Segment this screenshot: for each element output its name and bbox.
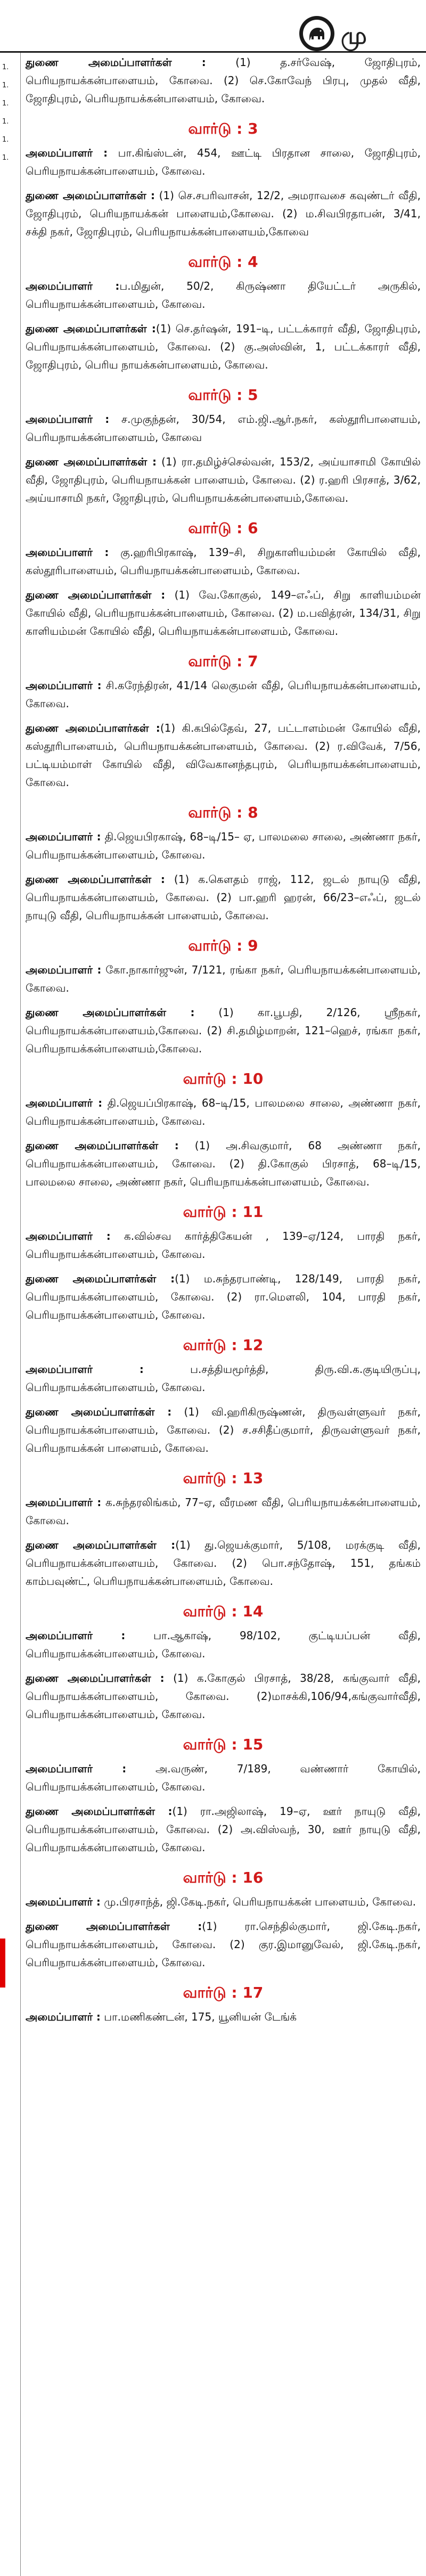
article-column	[26, 53, 421, 2032]
masthead-title: மு	[341, 22, 367, 50]
ward-entry	[26, 144, 421, 180]
entry-role: துணை அமைப்பாளர்கள் :	[26, 1006, 195, 1019]
entry-role: அமைப்பாளர் :	[26, 830, 101, 843]
entry-role: துணை அமைப்பாளர்கள் :	[26, 1920, 202, 1933]
ward-heading: வார்டு : 7	[188, 652, 258, 670]
entry-text: (1) செ.சபரிவாசன், 12/2, அமராவசை கவுண்டர் வீதி, ஜோதிபுரம், பெரியநாயக்கன் பாளையம்,கோவை. (2) ம.சிவபிரதாபன், 3/41, சக்தி நகர், ஜோதிபுரம், பெரியநாயக்கன்பாளையம்,கோவை	[26, 189, 421, 238]
entry-role: துணை அமைப்பாளர்கள் :	[26, 455, 157, 468]
entry-text: ச.முகுந்தன், 30/54, எம்.ஜி.ஆர்.நகர், கஸ்தூரிபாளையம், பெரியநாயக்கன்பாளையம், கோவை	[26, 413, 421, 444]
entry-role: துணை அமைப்பாளர்கள் :	[26, 1405, 172, 1418]
entry-text: (1) ரா.தமிழ்ச்செல்வன், 153/2, அய்யாசாமி கோயில் வீதி, ஜோதிபுரம், பெரியநாயக்கன் பாளையம், கோவை. (2) ர.ஹரி பிரசாத், 3/62, அய்யாசாமி நகர், ஜோதிபுரம், பெரியநாயக்கன்பாளையம்,கோவை.	[26, 455, 421, 504]
ward-entry	[26, 1136, 421, 1191]
ward-entry	[26, 828, 421, 864]
ward-heading: வார்டு : 9	[188, 937, 258, 954]
ward-section	[26, 1984, 421, 2026]
ward-section	[26, 1736, 421, 1857]
entry-role: துணை அமைப்பாளர்கள் :	[26, 873, 165, 886]
ward-entry	[26, 1802, 421, 1857]
margin-mark: 1.	[2, 154, 9, 162]
entry-role: அமைப்பாளர் :	[26, 963, 102, 976]
ward-section	[26, 1204, 421, 1324]
header-rule	[0, 51, 426, 53]
entry-text: (1) து.ஜெயக்குமார், 5/108, மரக்குடி வீதி, பெரியநாயக்கன்பாளையம், கோவை. (2) பொ.சந்தோஷ், 151, தங்கம் காம்பவுண்ட், பெரியநாயக்கன்பாளையம், கோவை.	[26, 1539, 421, 1588]
entry-role: அமைப்பாளர் :	[26, 280, 120, 292]
ward-entry	[26, 320, 421, 374]
entry-role: அமைப்பாளர் :	[26, 1762, 127, 1775]
ward-section	[26, 1337, 421, 1457]
ward-heading: வார்டு : 4	[188, 253, 258, 271]
ward-section	[26, 937, 421, 1058]
ward-section	[26, 653, 421, 791]
ward-entry	[26, 1893, 421, 1911]
ward-entry	[26, 186, 421, 241]
entry-text: ப.சத்தியமூர்த்தி, திரு.வி.க.குடியிருப்பு, பெரியநாயக்கன்பாளையம், கோவை.	[26, 1363, 421, 1394]
entry-text: (1) அ.சிவகுமார், 68 அண்ணா நகர், பெரியநாயக்கன்பாளையம், கோவை. (2) தி.கோகுல் பிரசாத், 68–டி/15, பாலமலை சாலை, அண்ணா நகர், பெரியநாயக்கன்பாளையம், கோவை.	[26, 1139, 421, 1188]
entry-role: அமைப்பாளர் :	[26, 1097, 103, 1109]
ward-heading: வார்டு : 14	[183, 1602, 264, 1620]
entry-role: துணை அமைப்பாளர்கள் :	[26, 722, 160, 734]
ward-heading: வார்டு : 16	[183, 1869, 264, 1886]
entry-role: அமைப்பாளர் :	[26, 546, 109, 559]
entry-text: (1) ரா.அஜிலாஷ், 19–ஏ, ஊர் நாயுடு வீதி, பெரியநாயக்கன்பாளையம், கோவை. (2) அ.விஸ்வந், 30, ஊர் நாயுடு வீதி, பெரியநாயக்கன்பாளையம், கோவை.	[26, 1805, 421, 1854]
entry-text: கோ.நாகார்ஜுன், 7/121, ரங்கா நகர், பெரியநாயக்கன்பாளையம், கோவை.	[26, 963, 421, 994]
ward-entry	[26, 410, 421, 446]
entry-text: பா.மணிகண்டன், 175, யூனியன் டேங்க்	[100, 2010, 297, 2023]
entry-text: பா.கிங்ஸ்டன், 454, ஊட்டி பிரதான சாலை, ஜோதிபுரம், பெரியநாயக்கன்பாளையம், கோவை.	[26, 146, 421, 177]
ward-heading: வார்டு : 11	[183, 1203, 264, 1221]
ward-entry	[26, 1493, 421, 1530]
ward-section	[26, 1869, 421, 1972]
entry-text: கு.ஹரிபிரகாஷ், 139–சி, சிறுகாளியம்மன் கோயில் வீதி, கஸ்தூரிபாளையம், பெரியநாயக்கன்பாளையம், கோவை.	[26, 546, 421, 577]
entry-role: அமைப்பாளர் :	[26, 413, 110, 426]
ward-entry	[26, 1403, 421, 1457]
entry-text: தி.ஜெயபிரகாஷ், 68–டி/15– ஏ, பாலமலை சாலை, அண்ணா நகர், பெரியநாயக்கன்பாளையம், கோவை.	[26, 830, 421, 861]
entry-role: அமைப்பாளர் :	[26, 1496, 102, 1509]
entry-role: அமைப்பாளர் :	[26, 1629, 126, 1642]
entry-role: துணை அமைப்பாளர்கள் :	[26, 1805, 173, 1818]
ward-section	[26, 1470, 421, 1590]
entry-role: துணை அமைப்பாளர்கள் :	[26, 1539, 176, 1551]
entry-role: அமைப்பாளர் :	[26, 2010, 101, 2023]
entry-text: (1) வே.கோகுல், 149–எஃப், சிறு காளியம்மன் கோயில் வீதி, பெரியநாயக்கன்பாளையம், கோவை. (2) ம.பவித்ரன், 134/31, சிறு காளியம்மன் கோயில் வீதி, பெரியநாயக்கன்பாளையம், கோவை.	[26, 588, 421, 637]
ward-entry	[26, 453, 421, 507]
ward-entry	[26, 1003, 421, 1058]
ward-section	[26, 253, 421, 374]
ward-section	[26, 520, 421, 640]
entry-role: அமைப்பாளர் :	[26, 679, 102, 692]
margin-mark: 1.	[2, 136, 9, 144]
ward-entry	[26, 1227, 421, 1263]
ward-entry	[26, 586, 421, 640]
entry-role: துணை அமைப்பாளர்கள் :	[26, 1672, 165, 1684]
ward-entry	[26, 1917, 421, 1972]
ward-heading: வார்டு : 10	[183, 1070, 264, 1087]
entry-text: சி.கரேந்திரன், 41/14 லெகுமன் வீதி, பெரியநாயக்கன்பாளையம், கோவை.	[26, 679, 421, 710]
red-margin-tab	[0, 1939, 5, 1988]
entry-role: அமைப்பாளர் :	[26, 1363, 144, 1376]
ward-entry	[26, 870, 421, 925]
ward-entry	[26, 676, 421, 713]
entry-role: அமைப்பாளர் :	[26, 146, 108, 159]
ward-section	[26, 1070, 421, 1191]
ward-entry	[26, 719, 421, 791]
ward-entry	[26, 277, 421, 313]
ward-heading: வார்டு : 3	[188, 120, 258, 137]
entry-text: (1) செ.தர்ஷன், 191–டி, பட்டக்காரர் வீதி, ஜோதிபுரம், பெரியநாயக்கன்பாளையம், கோவை. (2) கு.அஸ்வின், 1, பட்டக்காரர் வீதி, ஜோதிபுரம், பெரிய நாயக்கன்பாளையம், கோவை.	[26, 322, 421, 371]
margin-mark: 1.	[2, 118, 9, 126]
ward-heading: வார்டு : 15	[183, 1736, 264, 1753]
ward-entry	[26, 1270, 421, 1324]
entry-role: அமைப்பாளர் :	[26, 1230, 111, 1242]
ward-entry	[26, 1360, 421, 1396]
elephant-logo-icon	[299, 16, 334, 51]
entry-text: மு.பிரசாந்த், ஜி.கேடி.நகர், பெரியநாயக்கன் பாளையம், கோவை.	[100, 1895, 416, 1908]
column-divider	[20, 53, 21, 2576]
ward-entry	[26, 1626, 421, 1663]
ward-entry	[26, 1669, 421, 1723]
ward-section	[26, 387, 421, 507]
entry-text: (1) க.கோகுல் பிரசாத், 38/28, கங்குவார் வீதி, பெரியநாயக்கன்பாளையம், கோவை. (2)மாசக்கி,106/94,கங்குவார்வீதி, பெரியநாயக்கன்பாளையம், கோவை.	[26, 1672, 421, 1721]
ward-entry	[26, 543, 421, 579]
entry-role: அமைப்பாளர் :	[26, 1895, 101, 1908]
entry-text: (1) க.கௌதம் ராஜ், 112, ஜடல் நாயுடு வீதி, பெரியநாயக்கன்பாளையம், கோவை. (2) பா.ஹரி ஹரன், 66/23–எஃப், ஜடல் நாயுடு வீதி, பெரியநாயக்கன் பாளையம், கோவை.	[26, 873, 421, 922]
entry-role: துணை அமைப்பாளர்கள் :	[26, 56, 206, 69]
ward-section	[26, 120, 421, 241]
entry-role: துணை அமைப்பாளர்கள் :	[26, 588, 166, 601]
margin-mark: 1.	[2, 81, 9, 89]
entry-text: (1) ரா.செந்தில்குமார், ஜி.கேடி.நகர், பெரியநாயக்கன்பாளையம், கோவை. (2) குர.இமானுவேல், ஜி.கேடி.நகர், பெரியநாயக்கன்பாளையம், கோவை.	[26, 1920, 421, 1969]
entry-text: தி.ஜெயப்பிரகாஷ், 68–டி/15, பாலமலை சாலை, அண்ணா நகர், பெரியநாயக்கன்பாளையம், கோவை.	[26, 1097, 421, 1127]
ward-heading: வார்டு : 13	[183, 1469, 264, 1487]
ward-entry	[26, 2008, 421, 2026]
ward-entry	[26, 961, 421, 997]
entry-text: (1) கா.பூபதி, 2/126, ஸ்ரீநகர், பெரியநாயக்கன்பாளையம்,கோவை. (2) சி.தமிழ்மாறன், 121–ஹெச், ரங்கா நகர், பெரியநாயக்கன்பாளையம்,கோவை.	[26, 1006, 421, 1055]
entry-text: (1) வி.ஹரிகிருஷ்ணன், திருவள்ளுவர் நகர், பெரியநாயக்கன்பாளையம், கோவை. (2) ச.சசிதீப்குமார், திருவள்ளுவர் நகர், பெரியநாயக்கன் பாளையம், கோவை.	[26, 1405, 421, 1454]
ward-entry	[26, 1536, 421, 1590]
masthead	[304, 0, 426, 51]
top-entry	[26, 53, 421, 108]
entry-text: பா.ஆகாஷ், 98/102, குட்டியப்பன் வீதி, பெரியநாயக்கன்பாளையம், கோவை.	[26, 1629, 421, 1660]
page-header	[0, 0, 426, 51]
ward-heading: வார்டு : 12	[183, 1336, 264, 1354]
ward-section	[26, 804, 421, 925]
entry-text: ப.மிதுன், 50/2, கிருஷ்ணா தியேட்டர் அருகில், பெரியநாயக்கன்பாளையம், கோவை.	[26, 280, 421, 310]
entry-text: (1) கி.கபில்தேவ், 27, பட்டாளம்மன் கோயில் வீதி, கஸ்தூரிபாளையம், பெரியநாயக்கன்பாளையம், கோவை. (2) ர.விவேக், 7/56, பட்டியம்மாள் கோயில் வீதி, விவேகானந்தபுரம், பெரியநாயக்கன்பாளையம், கோவை.	[26, 722, 421, 789]
ward-heading: வார்டு : 6	[188, 519, 258, 537]
entry-text: அ.வருண், 7/189, வண்ணார் கோயில், பெரியநாயக்கன்பாளையம், கோவை.	[26, 1762, 421, 1793]
ward-heading: வார்டு : 5	[188, 386, 258, 404]
ward-section	[26, 1603, 421, 1723]
entry-role: துணை அமைப்பாளர்கள் :	[26, 322, 156, 335]
ward-entry	[26, 1094, 421, 1130]
margin-mark: 1.	[2, 100, 9, 108]
ward-heading: வார்டு : 8	[188, 804, 258, 821]
entry-role: துணை அமைப்பாளர்கள் :	[26, 189, 155, 202]
entry-text: (1) த.சர்வேஷ், ஜோதிபுரம், பெரியநாயக்கன்பாளையம், கோவை. (2) செ.கோவேந் பிரபு, முதல் வீதி, ஜோதிபுரம், பெரியநாயக்கன்பாளையம், கோவை.	[26, 56, 421, 105]
ward-heading: வார்டு : 17	[183, 1984, 264, 2001]
ward-list	[26, 120, 421, 2026]
margin-mark: 1.	[2, 63, 9, 71]
entry-role: துணை அமைப்பாளர்கள் :	[26, 1272, 175, 1285]
entry-role: துணை அமைப்பாளர்கள் :	[26, 1139, 179, 1152]
ward-entry	[26, 1760, 421, 1796]
entry-text: (1) ம.சுந்தரபாண்டி, 128/149, பாரதி நகர், பெரியநாயக்கன்பாளையம், கோவை. (2) ரா.மௌலி, 104, பாரதி நகர், பெரியநாயக்கன்பாளையம், கோவை.	[26, 1272, 421, 1321]
entry-text: க.வில்சவ கார்த்திகேயன் , 139–ஏ/124, பாரதி நகர், பெரியநாயக்கன்பாளையம், கோவை.	[26, 1230, 421, 1261]
adjacent-column-fragment	[0, 53, 20, 2576]
entry-text: க.சுந்தரலிங்கம், 77–ஏ, வீரமண வீதி, பெரியநாயக்கன்பாளையம், கோவை.	[26, 1496, 421, 1527]
